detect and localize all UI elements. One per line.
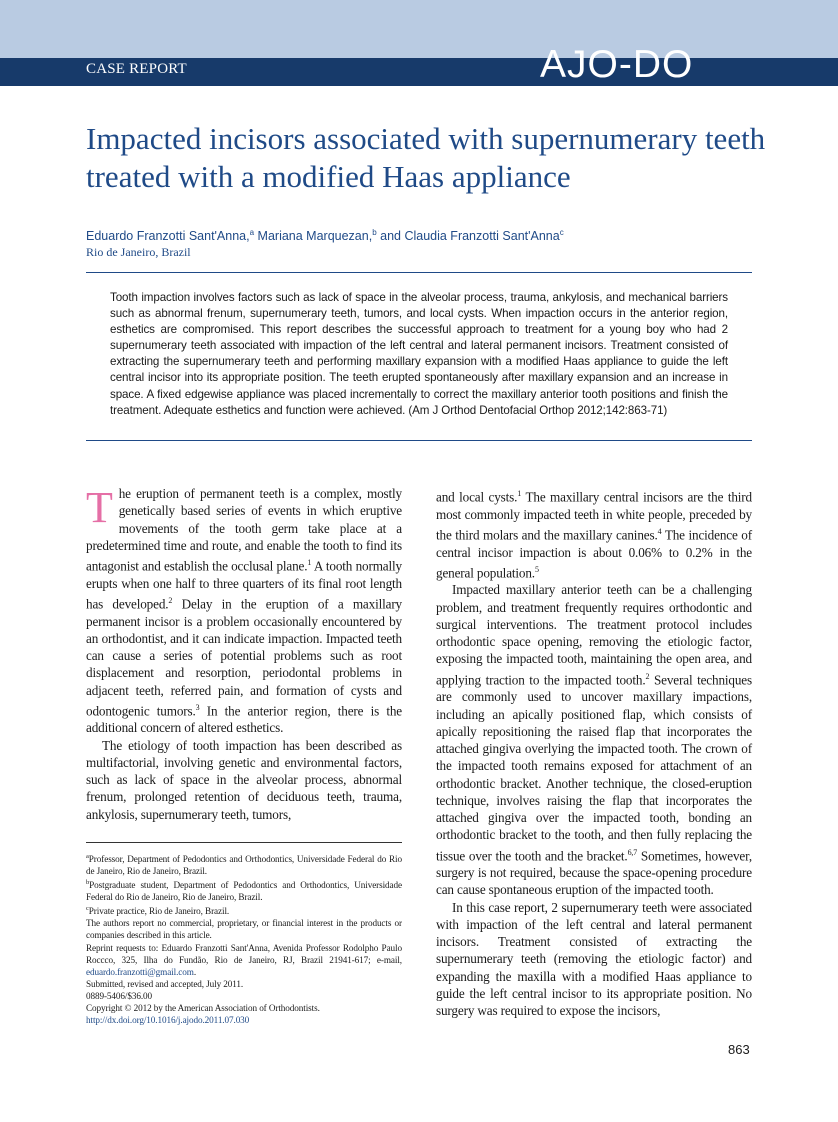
body-text: Delay in the eruption of a maxillary permanent incisor is a problem occasionally encountered by an orthodontist, and it can indicate impaction. Impacted teeth can cause a series of potential problems such as root displacement and resorption, periodontal problems in adjacent teeth, referred pain, and formation of cysts and odontogenic tumors. bbox=[86, 596, 402, 719]
journal-logo: AJO-DO bbox=[540, 43, 694, 86]
abstract-top-rule bbox=[86, 272, 752, 273]
author-location: Rio de Janeiro, Brazil bbox=[86, 245, 191, 259]
drop-cap: T bbox=[86, 483, 113, 532]
author-affiliation-mark: c bbox=[559, 228, 564, 237]
conflict-statement: The authors report no commercial, proprietary, or financial interest in the products or companies described in this article. bbox=[86, 918, 402, 941]
citation-ref[interactable]: 1 bbox=[307, 558, 312, 567]
author-name: and Claudia Franzotti Sant'Anna bbox=[376, 229, 560, 244]
body-paragraph bbox=[86, 485, 402, 737]
footnote-mark: b bbox=[86, 879, 90, 887]
author-name: Mariana Marquezan, bbox=[254, 229, 373, 244]
abstract: Tooth impaction involves factors such as lack of space in the alveolar process, trauma, ankylosis, and mechanical barriers such as abnormal frenum, supernumerary teeth, tumors, and local cysts. When impaction occurs in the anterior region, esthetics are compromised. This report describes the successful approach to treatment for a young boy who had 2 supernumerary teeth associated with impaction of the left central and lateral permanent incisors. Treatment consisted of extracting the supernumerary teeth and performing maxillary expansion with a modified Haas appliance to guide the left central incisor into its appropriate position. The teeth erupted spontaneously after maxillary expansion and an increase in space. A fixed edgewise appliance was placed incrementally to correct the maxillary anterior tooth positions and finish the treatment. Adequate esthetics and function were achieved. (Am J Orthod Dentofacial Orthop 2012;142:863-71) bbox=[110, 291, 728, 417]
copyright: Copyright © 2012 by the American Association of Orthodontists. bbox=[86, 1002, 320, 1013]
footnote-text: Postgraduate student, Department of Pedodontics and Orthodontics, Universidade Federal do Rio de Janeiro, Rio de Janeiro, Brazil. bbox=[86, 880, 402, 903]
reprint-text: Reprint requests to: Eduardo Franzotti Sant'Anna, Avenida Professor Rodolpho Paulo Roccco, 325, Ilha do Fundão, Rio de Janeiro, RJ, Brazil 21941-617; e-mail, bbox=[86, 942, 402, 965]
body-text: and local cysts. bbox=[436, 489, 518, 505]
footnote-affiliation-a bbox=[86, 851, 402, 877]
body-paragraph: The etiology of tooth impaction has been described as multifactorial, involving genetic and environmental factors, such as lack of space in the alveolar process, abnormal frenum, prolonged retention of deciduous teeth, trauma, ankylosis, supernumerary teeth, tumors, bbox=[86, 737, 402, 822]
body-text: Several techniques are commonly used to uncover maxillary impactions, including an apically positioned flap, which consists of apically repositioning the raised flap that incorporates the attached gingiva overlying the impacted tooth. The crown of the impacted tooth remains exposed for attachment of an orthodontic bracket. Another technique, the closed-eruption technique, involves raising the flap that incorporates the attached gingiva over the impacted tooth, bonding an orthodontic bracket to the tooth, and then fully replacing the tissue over the tooth and the bracket. bbox=[436, 672, 752, 863]
citation-ref[interactable]: 2 bbox=[168, 595, 173, 605]
footnote-mark: c bbox=[86, 905, 89, 913]
body-text: Impacted maxillary anterior teeth can be a challenging problem, and treatment frequently requires orthodontic and surgical interventions. The treatment protocol includes orthodontic space opening, removing the etiologic factor, exposing the impacted tooth, maintaining the open area, and applying traction to the impacted tooth. bbox=[436, 582, 752, 688]
footnote-affiliation-b bbox=[86, 877, 402, 903]
footnotes bbox=[86, 851, 402, 1026]
abstract-bottom-rule bbox=[86, 440, 752, 441]
author-list bbox=[86, 228, 564, 243]
body-text: A tooth normally erupts when one half to three quarters of its final root length has developed. bbox=[86, 558, 402, 612]
body-text: The maxillary central incisors are the third most commonly impacted teeth in white people, preceded by the third molars and the maxillary canines. bbox=[436, 489, 752, 543]
author-affiliation-mark: a bbox=[249, 228, 255, 237]
article-title: Impacted incisors associated with supernumerary teeth treated with a modified Haas appliance bbox=[86, 121, 766, 194]
body-paragraph bbox=[436, 581, 752, 898]
page-number: 863 bbox=[728, 1042, 750, 1057]
footnote-mark: a bbox=[86, 853, 89, 860]
header-band bbox=[0, 0, 838, 58]
reprint-end: . bbox=[193, 966, 197, 977]
body-text: In the anterior region, there is the additional concern of altered esthetics. bbox=[86, 703, 402, 736]
author-name: Eduardo Franzotti Sant'Anna, bbox=[86, 229, 250, 244]
body-text: he eruption of permanent teeth is a complex, mostly genetically based series of events in which eruptive movements of the tooth germ take place at a predetermined time and route, and enable the tooth to find its antagonist and establish the occlusal plane. bbox=[86, 486, 402, 574]
citation-ref[interactable]: 4 bbox=[657, 526, 662, 536]
footnote-text: Professor, Department of Pedodontics and Orthodontics, Universidade Federal do Rio de Janeiro, Rio de Janeiro, Brazil. bbox=[86, 854, 402, 877]
submission-note: Submitted, revised and accepted, July 2011. bbox=[86, 978, 244, 989]
body-text: Sometimes, however, surgery is not required, because the space-opening procedure can cause spontaneous eruption of the impacted tooth. bbox=[436, 847, 752, 898]
citation-ref[interactable]: 6,7 bbox=[627, 847, 638, 857]
footnote-divider bbox=[86, 842, 402, 843]
citation-ref[interactable]: 1 bbox=[517, 489, 522, 498]
citation-ref[interactable]: 3 bbox=[195, 702, 200, 712]
section-label: CASE REPORT bbox=[86, 61, 187, 77]
issn: 0889-5406/$36.00 bbox=[86, 990, 153, 1001]
body-paragraph: In this case report, 2 supernumerary teeth were associated with impaction of the left central and lateral permanent incisors. Treatment consisted of extracting the supernumerary teeth (removing the etiologic factor) and expanding the maxilla with a modified Haas appliance to guide the left central incisor to its appropriate position. No surgery was required to expose the incisors, bbox=[436, 899, 752, 1019]
body-text: The incidence of central incisor impaction is about 0.06% to 0.2% in the general population. bbox=[436, 527, 752, 581]
citation-ref[interactable]: 5 bbox=[534, 564, 539, 574]
author-affiliation-mark: b bbox=[372, 228, 377, 237]
citation-ref[interactable]: 2 bbox=[645, 671, 650, 681]
email-link[interactable]: eduardo.franzotti@gmail.com bbox=[86, 966, 194, 977]
body-column-right bbox=[436, 485, 752, 1019]
body-paragraph bbox=[436, 485, 752, 581]
footnote-affiliation-c bbox=[86, 903, 402, 917]
footnote-text: Private practice, Rio de Janeiro, Brazil. bbox=[88, 906, 230, 917]
body-column-left bbox=[86, 485, 402, 823]
doi-link[interactable]: http://dx.doi.org/10.1016/j.ajodo.2011.07.030 bbox=[86, 1014, 250, 1025]
reprint-requests bbox=[86, 942, 402, 978]
